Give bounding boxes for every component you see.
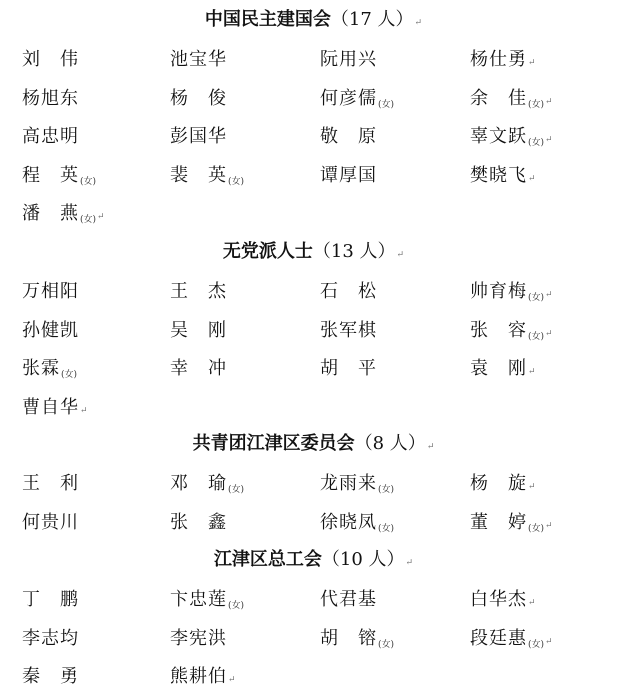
member-name-text: 裴 英 bbox=[170, 164, 227, 186]
member-name-text: 王 杰 bbox=[170, 281, 227, 302]
member-name-text: 何贵川 bbox=[22, 511, 79, 533]
member-name bbox=[470, 472, 537, 499]
female-tag: (女) bbox=[80, 176, 97, 187]
member-name-text: 余 佳 bbox=[470, 87, 527, 109]
member-name bbox=[22, 319, 79, 343]
return-mark: ↵ bbox=[426, 442, 435, 452]
member-name bbox=[470, 48, 537, 75]
section-count: （17 人） bbox=[330, 9, 414, 30]
section-heading bbox=[0, 240, 627, 267]
female-tag: (女) bbox=[80, 215, 97, 225]
member-name-text: 胡 镕 bbox=[320, 627, 377, 649]
female-tag: (女) bbox=[378, 639, 395, 650]
member-name-text: 万相阳 bbox=[22, 281, 79, 302]
female-tag: (女) bbox=[528, 138, 545, 148]
return-mark: ↵ bbox=[396, 250, 405, 260]
member-name bbox=[22, 202, 106, 232]
return-mark: ↵ bbox=[545, 520, 554, 531]
member-name bbox=[320, 87, 394, 117]
member-name bbox=[22, 665, 79, 689]
return-mark: ↵ bbox=[545, 96, 554, 107]
member-name-text: 幸 冲 bbox=[170, 358, 227, 379]
member-name-text: 彭国华 bbox=[170, 126, 227, 147]
member-name-text: 杨 俊 bbox=[170, 87, 227, 109]
member-name bbox=[320, 588, 377, 612]
member-name-text: 张 鑫 bbox=[170, 511, 227, 533]
member-name-text: 阮用兴 bbox=[320, 49, 377, 70]
member-name bbox=[22, 396, 89, 423]
return-mark: ↵ bbox=[405, 558, 414, 568]
member-name-text: 王 利 bbox=[22, 473, 79, 494]
member-name-text: 吴 刚 bbox=[170, 319, 227, 341]
member-name-text: 邓 瑜 bbox=[170, 473, 227, 494]
member-name-text: 池宝华 bbox=[170, 49, 227, 70]
female-tag: (女) bbox=[228, 601, 245, 611]
member-name bbox=[170, 665, 237, 692]
member-name bbox=[170, 472, 244, 502]
member-name bbox=[22, 87, 79, 111]
member-name-text: 张军棋 bbox=[320, 319, 377, 341]
member-name bbox=[170, 48, 227, 72]
member-name bbox=[320, 319, 377, 343]
member-name-text: 杨旭东 bbox=[22, 87, 79, 109]
section-title: 中国民主建国会 bbox=[204, 9, 331, 30]
member-name-text: 徐晓凤 bbox=[320, 511, 377, 533]
member-name-text: 潘 燕 bbox=[22, 203, 79, 224]
member-name bbox=[22, 588, 79, 612]
member-name-text: 李志均 bbox=[22, 627, 79, 649]
member-name bbox=[470, 87, 554, 117]
member-name-text: 樊晓飞 bbox=[470, 164, 527, 186]
member-name bbox=[170, 511, 227, 535]
member-name bbox=[320, 357, 377, 381]
member-name bbox=[470, 357, 537, 384]
member-name bbox=[170, 164, 244, 194]
return-mark: ↵ bbox=[528, 367, 537, 377]
return-mark: ↵ bbox=[545, 328, 554, 339]
female-tag: (女) bbox=[528, 293, 545, 303]
member-name bbox=[22, 357, 77, 387]
member-name-text: 杨 旋 bbox=[470, 473, 527, 494]
member-name-text: 程 英 bbox=[22, 164, 79, 186]
female-tag: (女) bbox=[528, 523, 545, 534]
member-name-text: 高忠明 bbox=[22, 126, 79, 147]
section-heading bbox=[0, 548, 627, 575]
return-mark: ↵ bbox=[545, 290, 554, 300]
member-name-text: 张霖 bbox=[22, 358, 60, 379]
member-name bbox=[470, 125, 554, 155]
member-name-text: 李宪洪 bbox=[170, 627, 227, 649]
member-name-text: 辜文跃 bbox=[470, 126, 527, 147]
member-name-text: 胡 平 bbox=[320, 358, 377, 379]
member-name-text: 谭厚国 bbox=[320, 164, 377, 186]
section-count: （8 人） bbox=[354, 433, 426, 454]
member-name bbox=[470, 588, 537, 615]
member-name-text: 孙健凯 bbox=[22, 319, 79, 341]
member-name bbox=[170, 588, 244, 618]
member-name-text: 敬 原 bbox=[320, 126, 377, 147]
member-name bbox=[170, 357, 227, 381]
female-tag: (女) bbox=[378, 485, 395, 495]
member-name bbox=[22, 280, 79, 304]
return-mark: ↵ bbox=[545, 135, 554, 145]
return-mark: ↵ bbox=[414, 18, 423, 28]
member-name-text: 董 婷 bbox=[470, 511, 527, 533]
return-mark: ↵ bbox=[228, 675, 237, 685]
female-tag: (女) bbox=[228, 485, 245, 495]
section-count: （13 人） bbox=[312, 241, 396, 262]
member-name-text: 曹自华 bbox=[22, 396, 79, 418]
section-heading bbox=[0, 8, 627, 35]
section-title: 无党派人士 bbox=[222, 241, 313, 262]
member-name bbox=[170, 125, 227, 149]
member-name-text: 代君基 bbox=[320, 589, 377, 610]
return-mark: ↵ bbox=[528, 598, 537, 608]
return-mark: ↵ bbox=[528, 173, 537, 184]
member-name bbox=[22, 125, 79, 149]
return-mark: ↵ bbox=[97, 212, 106, 222]
member-name-text: 秦 勇 bbox=[22, 666, 79, 687]
section-title: 江津区总工会 bbox=[213, 549, 322, 570]
member-name-text: 石 松 bbox=[320, 281, 377, 302]
member-name bbox=[22, 511, 79, 535]
member-name-text: 刘 伟 bbox=[22, 49, 79, 70]
female-tag: (女) bbox=[528, 99, 545, 110]
return-mark: ↵ bbox=[528, 482, 537, 492]
member-name bbox=[470, 627, 554, 657]
female-tag: (女) bbox=[228, 176, 245, 187]
member-name bbox=[22, 48, 79, 72]
female-tag: (女) bbox=[378, 99, 395, 110]
section-count: （10 人） bbox=[321, 549, 405, 570]
member-name-text: 帅育梅 bbox=[470, 281, 527, 302]
member-name bbox=[170, 87, 227, 111]
member-name-text: 丁 鹏 bbox=[22, 589, 79, 610]
member-name-text: 卞忠莲 bbox=[170, 589, 227, 610]
member-name-text: 袁 刚 bbox=[470, 358, 527, 379]
return-mark: ↵ bbox=[80, 405, 89, 416]
member-name-text: 白华杰 bbox=[470, 589, 527, 610]
member-name bbox=[320, 280, 377, 304]
female-tag: (女) bbox=[378, 523, 395, 534]
member-name bbox=[320, 164, 377, 188]
member-name bbox=[320, 511, 394, 541]
member-name bbox=[22, 627, 79, 651]
member-name-text: 杨仕勇 bbox=[470, 49, 527, 70]
member-name bbox=[320, 125, 377, 149]
member-name-text: 熊耕伯 bbox=[170, 666, 227, 687]
female-tag: (女) bbox=[528, 331, 545, 342]
member-name-text: 何彦儒 bbox=[320, 87, 377, 109]
member-name bbox=[170, 280, 227, 304]
female-tag: (女) bbox=[528, 639, 545, 650]
member-name bbox=[320, 48, 377, 72]
return-mark: ↵ bbox=[545, 636, 554, 647]
member-name bbox=[470, 319, 554, 349]
member-name bbox=[470, 280, 554, 310]
member-name-text: 段廷惠 bbox=[470, 627, 527, 649]
member-name bbox=[170, 627, 227, 651]
member-name bbox=[22, 164, 96, 194]
return-mark: ↵ bbox=[528, 58, 537, 68]
member-name bbox=[470, 164, 537, 191]
member-name-text: 张 容 bbox=[470, 319, 527, 341]
member-name bbox=[170, 319, 227, 343]
member-name bbox=[470, 511, 554, 541]
member-name-text: 龙雨来 bbox=[320, 473, 377, 494]
section-title: 共青团江津区委员会 bbox=[192, 433, 355, 454]
member-name bbox=[22, 472, 79, 496]
member-name bbox=[320, 472, 394, 502]
member-name bbox=[320, 627, 394, 657]
section-heading bbox=[0, 432, 627, 459]
female-tag: (女) bbox=[61, 370, 78, 380]
